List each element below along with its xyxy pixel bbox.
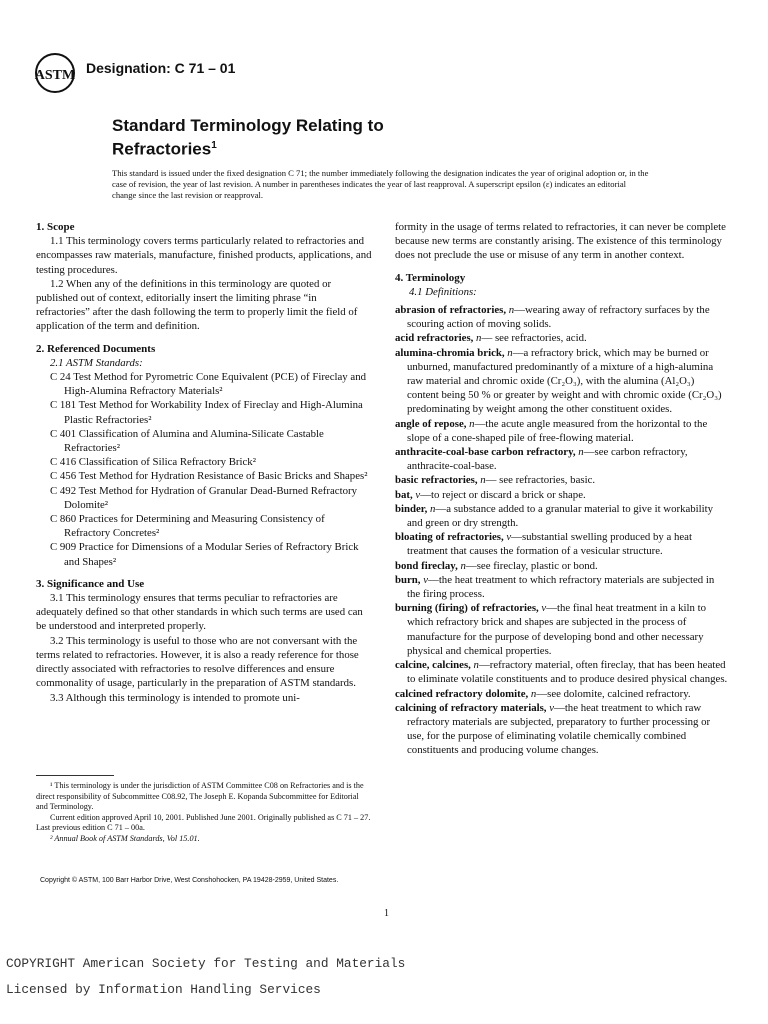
term-definition: — see refractories, acid. [481, 332, 587, 345]
part-of-speech: v [503, 531, 512, 544]
definition-entry [395, 488, 728, 502]
svg-text:ASTM: ASTM [34, 68, 76, 83]
paragraph: 3.2 This terminology is useful to those who are not conversant with the terms related to refractories. However, it is also a ready reference for those directly associated with refractories to resolve differences and ensure commonality of usage, particularly in the preparation of ASTM standards. [36, 634, 359, 690]
part-of-speech: n [528, 687, 537, 700]
term-name: burning (firing) of refractories, [395, 602, 539, 615]
section-heading-terminology: 4. Terminology [395, 271, 466, 284]
standard-item: C 181 Test Method for Workability Index of Fireclay and High-Alumina Plastic Refractories² [50, 399, 363, 426]
section-heading-referenced-documents: 2. Referenced Documents [36, 342, 156, 355]
subsection-label: 2.1 ASTM Standards: [50, 356, 143, 369]
part-of-speech: v [412, 488, 421, 501]
document-title [112, 116, 532, 160]
term-definition: —the heat treatment to which refractory materials are subjected in the firing process. [407, 573, 715, 601]
term-definition: —a substance added to a granular material to give it workability and green or dry strength. [407, 502, 714, 530]
footnotes [36, 781, 372, 845]
definition-entry [395, 502, 728, 530]
part-of-speech: n [470, 659, 479, 672]
astm-logo [34, 52, 76, 94]
definition-entry [395, 346, 728, 417]
left-column [36, 220, 372, 705]
part-of-speech: n [457, 559, 466, 572]
term-name: calcining of refractory materials, [395, 701, 547, 714]
definition-entry [395, 473, 728, 487]
term-definition: —refractory material, often fireclay, that has been heated to eliminate volatile constituents and to produce desired physical changes. [407, 659, 728, 686]
definition-entry [395, 331, 728, 345]
definition-entry [395, 303, 728, 331]
footnote-rule [36, 775, 114, 776]
definition-entry [395, 658, 728, 686]
term-name: alumina-chromia brick, [395, 346, 505, 359]
definition-entry [395, 701, 728, 758]
standard-item: C 416 Classification of Silica Refractory Brick² [50, 456, 256, 469]
term-name: acid refractories, [395, 332, 474, 345]
part-of-speech: n [506, 304, 515, 317]
definitions-list [395, 303, 728, 758]
watermark-line-2: Licensed by Information Handling Services [6, 982, 321, 997]
term-definition: —see dolomite, calcined refractory. [536, 687, 691, 700]
term-definition: —the final heat treatment in a kiln to which refractory brick and shapes are subjected in the process of manufacture for the purpose of developing bond and other necessary physical and chemical properties. [407, 602, 707, 657]
standard-item: C 909 Practice for Dimensions of a Modular Series of Refractory Brick and Shapes² [50, 541, 359, 568]
term-name: binder, [395, 502, 428, 515]
term-name: calcine, calcines, [395, 659, 471, 672]
term-name: calcined refractory dolomite, [395, 687, 529, 700]
term-definition: —to reject or discard a brick or shape. [420, 488, 586, 501]
term-definition: —a refractory brick, which may be burned or unburned, manufactured predominantly of a mixture of a high-alumina raw material and chromic oxide (Cr₂O₃), with the alumina (Al₂O₃) content being 50 % or greater by weight and with chromic oxide (Cr₂O₃) predominating by weight among the other constituent oxides. [407, 346, 722, 416]
definition-entry [395, 530, 728, 558]
page-number: 1 [384, 908, 389, 919]
term-name: angle of repose, [395, 417, 467, 430]
right-column [395, 220, 728, 758]
part-of-speech: n [473, 332, 482, 345]
term-definition: —wearing away of refractory surfaces by the scouring action of moving solids. [407, 304, 710, 331]
standard-item: C 24 Test Method for Pyrometric Cone Equivalent (PCE) of Fireclay and High-Alumina Refractory Materials² [50, 371, 366, 398]
standard-item: C 456 Test Method for Hydration Resistance of Basic Bricks and Shapes² [50, 470, 368, 483]
term-name: abrasion of refractories, [395, 304, 507, 317]
standard-item: C 401 Classification of Alumina and Alumina-Silicate Castable Refractories² [50, 427, 324, 455]
term-name: bloating of refractories, [395, 531, 504, 544]
paragraph: 3.3 Although this terminology is intended to promote uni- [50, 691, 300, 704]
term-definition: —see carbon refractory, anthracite-coal-base. [407, 446, 688, 473]
title-line-1: Standard Terminology Relating to [112, 116, 384, 135]
definition-entry [395, 445, 728, 473]
definition-entry [395, 573, 728, 601]
section-heading-scope: 1. Scope [36, 221, 75, 233]
subsection-label: 4.1 Definitions: [409, 285, 477, 298]
term-definition: —the acute angle measured from the horizontal to the slope of a cone-shaped pile of free-flowing material. [407, 417, 708, 444]
section-heading-significance: 3. Significance and Use [36, 577, 145, 590]
part-of-speech: v [538, 602, 547, 615]
paragraph: 3.1 This terminology ensures that terms peculiar to refractories are adequately defined so that other standards in which such terms are used can be understood and interpreted properly. [36, 592, 363, 633]
footnote-2: ² Annual Book of ASTM Standards, Vol 15.01. [50, 833, 200, 843]
part-of-speech: n [427, 502, 436, 515]
term-name: bat, [395, 488, 413, 501]
designation: Designation: C 71 – 01 [86, 60, 236, 76]
watermark-line-1: COPYRIGHT American Society for Testing and Materials [6, 956, 406, 971]
term-name: burn, [395, 573, 421, 586]
term-definition: —the heat treatment to which raw refractory materials are subjected, preparatory to further processing or use, for the purpose of eliminating volatile chemically combined constituents and producing volume changes. [407, 701, 711, 757]
footnote-1-edition: Current edition approved April 10, 2001. Published June 2001. Originally published as C 71 – 27. Last previous edition C 71 – 00a. [36, 812, 371, 833]
paragraph-continued: formity in the usage of terms related to refractories, it can never be complete because new terms are constantly arising. The existence of this terminology does not preclude the use or misuse of any term in another context. [395, 221, 726, 262]
standard-item: C 860 Practices for Determining and Measuring Consistency of Refractory Concretes² [50, 513, 325, 540]
definition-entry [395, 687, 728, 701]
definition-entry [395, 601, 728, 658]
term-definition: —see fireclay, plastic or bond. [465, 559, 598, 572]
part-of-speech: n [575, 446, 584, 459]
term-name: anthracite-coal-base carbon refractory, [395, 446, 576, 459]
part-of-speech: n [466, 417, 475, 430]
title-line-2: Refractories [112, 139, 212, 159]
part-of-speech: n [477, 474, 486, 487]
definition-entry [395, 417, 728, 445]
copyright-line: Copyright © ASTM, 100 Barr Harbor Drive, West Conshohocken, PA 19428-2959, United States. [40, 877, 339, 884]
standards-list [36, 370, 372, 569]
part-of-speech: n [504, 346, 513, 359]
term-name: bond fireclay, [395, 559, 458, 572]
issuance-note: This standard is issued under the fixed designation C 71; the number immediately following the designation indicates the year of original adoption or, in the case of revision, the year of last revision. A number in parentheses indicates the year of last reapproval. A superscript epsilon (ε) indicates an editorial change since the last revision or reapproval. [112, 168, 649, 201]
term-definition: — see refractories, basic. [485, 474, 596, 487]
term-definition: —substantial swelling produced by a heat treatment that causes the formation of a vesicular structure. [407, 531, 692, 558]
paragraph: 1.2 When any of the definitions in this terminology are quoted or published out of context, editorially insert the limiting phrase “in refractories” after the dash following the term to properly limit the field of application of the term and definition. [36, 277, 358, 333]
standard-item: C 492 Test Method for Hydration of Granular Dead-Burned Refractory Dolomite² [50, 484, 357, 511]
term-name: basic refractories, [395, 474, 478, 487]
paragraph: 1.1 This terminology covers terms particularly related to refractories and encompasses raw materials, manufacture, finished products, applications, and testing procedures. [36, 235, 372, 276]
part-of-speech: v [546, 701, 555, 714]
footnote-1: ¹ This terminology is under the jurisdiction of ASTM Committee C08 on Refractories and is the direct responsibility of Subcommittee C08.92, The Joseph E. Kopanda Subcommittee for Editorial and Terminology. [36, 781, 364, 812]
part-of-speech: v [420, 573, 429, 586]
title-superscript: 1 [211, 140, 217, 151]
definition-entry [395, 559, 728, 573]
